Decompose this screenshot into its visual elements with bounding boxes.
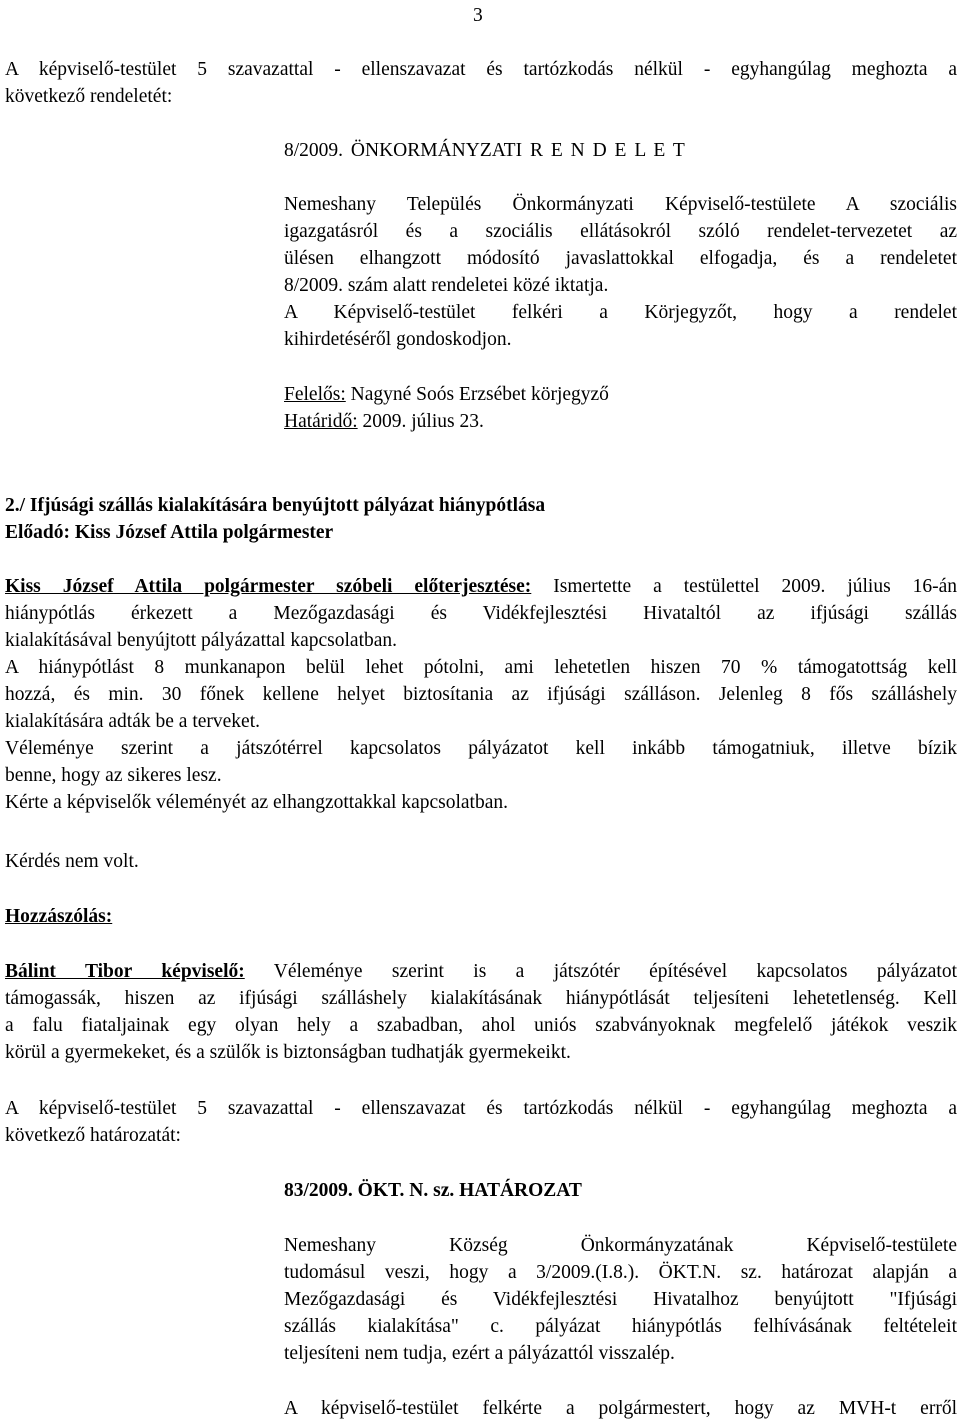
agenda-presenter: Előadó: Kiss József Attila polgármester [5,522,334,543]
decree-line-1: Nemeshany Település Önkormányzati Képviselő-testülete A szociális [284,194,957,215]
decree-line-5: A Képviselő-testület felkéri a Körjegyzőt, hogy a rendelet [284,302,957,323]
comment-line-4: körül a gyermekeket, és a szülők is biztonságban tudhatják gyermekeikt. [5,1042,571,1063]
resolution-line-4: szállás kialakítása" c. pályázat hiánypótlás felhívásának feltételeit [284,1316,957,1337]
decree-line-6: kihirdetéséről gondoskodjon. [284,329,512,350]
responsible-label: Felelős: [284,384,346,405]
deadline-label: Határidő: [284,411,358,432]
responsible-value: Nagyné Soós Erzsébet körjegyző [345,384,609,405]
speech-line-9: Kérte a képviselők véleményét az elhangzottakkal kapcsolatban. [5,792,508,813]
page-number: 3 [473,5,483,26]
speech-line-1 [5,573,957,600]
decree-line-2: igazgatásról és a szociális ellátásokról szóló rendelet-tervezetet az [284,221,957,242]
decree-line-3: ülésen elhangzott módosító javaslattokkal elfogadja, és a rendeletet [284,248,957,269]
resolution-last-line [284,1395,957,1422]
resolution-line-5: teljesíteni nem tudja, ezért a pályázattól visszalép. [284,1343,675,1364]
decree-title: 8/2009. ÖNKORMÁNYZATI R E N D E L E T [284,140,685,161]
comments-heading: Hozzászólás: [5,906,113,927]
speech-line-2: hiánypótlás érkezett a Mezőgazdasági és Vidékfejlesztési Hivataltól az ifjúsági szállás [5,603,957,624]
deadline-value: 2009. július 23. [357,411,484,432]
resolution-line-3: Mezőgazdasági és Vidékfejlesztési Hivatalhoz benyújtott "Ifjúsági [284,1289,957,1310]
speech-line-8: benne, hogy az sikeres lesz. [5,765,222,786]
speech-line-3: kialakításával benyújtott pályázattal kapcsolatban. [5,630,398,651]
comment-line-2: támogassák, hiszen az ifjúsági szálláshely kialakításának hiánypótlását teljesíteni lehetetlenség. Kell [5,988,957,1009]
resolution-body [284,1232,957,1367]
vote2 [5,1095,957,1149]
vote2-line-1: A képviselő-testület 5 szavazattal - ellenszavazat és tartózkodás nélkül - egyhangúlag meghozta a [5,1098,957,1119]
resolution-line-2: tudomásul veszi, hogy a 3/2009.(I.8.). ÖKT.N. sz. határozat alapján a [284,1262,957,1283]
speech-line-7: Véleménye szerint a játszótérrel kapcsolatos pályázatot kell inkább támogatniuk, illetve bízik [5,738,957,759]
resolution-last-line-text: A képviselő-testület felkérte a polgármestert, hogy az MVH-t erről [284,1398,957,1419]
agenda-heading: 2./ Ifjúsági szállás kialakítására benyújtott pályázat hiánypótlása [5,495,546,516]
decree-line-4: 8/2009. szám alatt rendeletei közé iktatja. [284,275,609,296]
vote-intro-line-2: következő rendeletét: [5,86,173,107]
speaker-label: Kiss József Attila polgármester szóbeli előterjesztése: [5,576,532,597]
speech-line-6: kialakítására adták be a terveket. [5,711,260,732]
commenter-label: Bálint Tibor képviselő: [5,961,245,982]
vote-intro-line-1: A képviselő-testület 5 szavazattal - ellenszavazat és tartózkodás nélkül - egyhangúlag meghozta a [5,59,957,80]
vote2-line-2: következő határozatát: [5,1125,181,1146]
comment-line-1 [5,958,957,985]
comment [5,958,957,1066]
decree-deadline [284,408,484,435]
speech [5,573,957,816]
comment-line-1-rest: Véleménye szerint is a játszótér építésével kapcsolatos pályázatot [244,961,957,982]
speech-line-5: hozzá, és min. 30 főnek kellene helyet biztosítania az ifjúsági szálláson. Jelenleg 8 fős szálláshely [5,684,957,705]
speech-line-1-rest: Ismertette a testülettel 2009. július 16-án [531,576,957,597]
no-questions: Kérdés nem volt. [5,851,139,872]
resolution-title: 83/2009. ÖKT. N. sz. HATÁROZAT [284,1180,582,1201]
speech-line-4: A hiánypótlást 8 munkanapon belül lehet pótolni, ami lehetetlen hiszen 70 % támogatottság kell [5,657,957,678]
resolution-line-1: Nemeshany Község Önkormányzatának Képviselő-testülete [284,1235,957,1256]
comment-line-3: a falu fiataljainak egy olyan hely a szabadban, ahol uniós szabványoknak megfelelő játékok veszik [5,1015,957,1036]
vote-intro [5,56,957,110]
decree-responsible [284,381,609,408]
decree-body [284,191,957,353]
